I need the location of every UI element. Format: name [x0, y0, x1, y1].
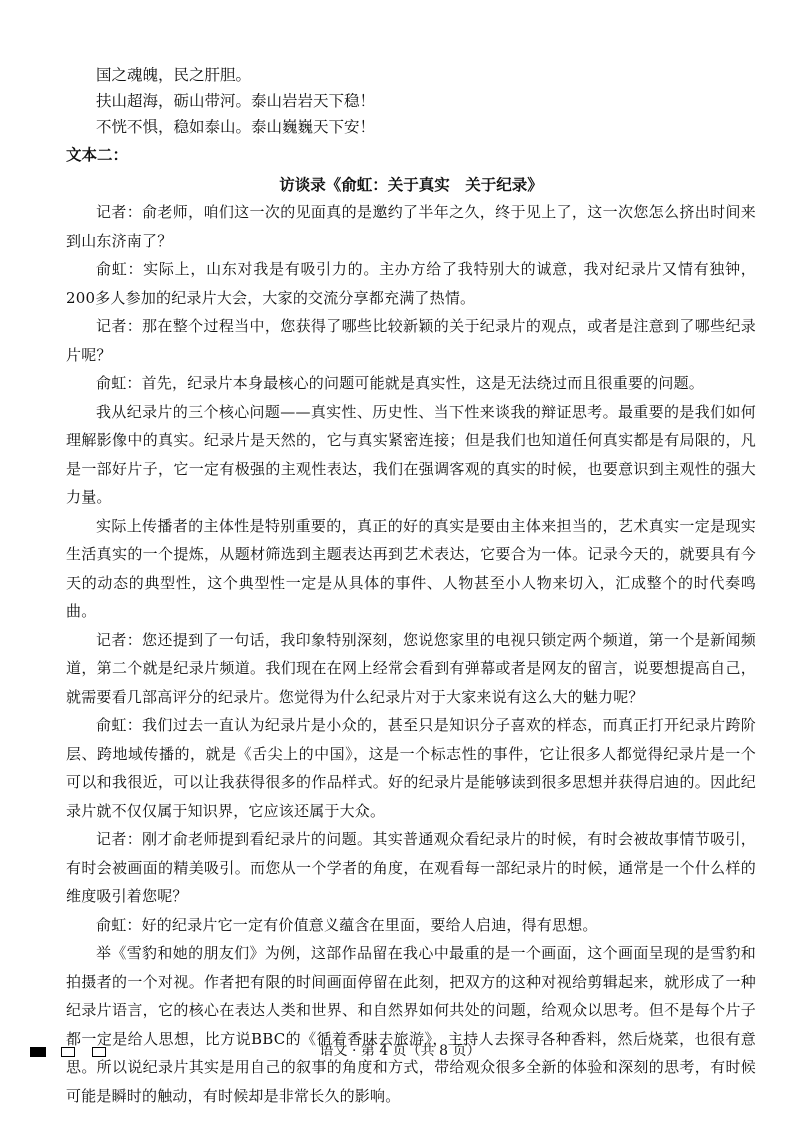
page-content — [66, 62, 756, 1110]
page-number: 语文 · 第 4 页（共 8 页） — [319, 1043, 481, 1059]
paragraph: 记者：俞老师，咱们这一次的见面真的是邀约了半年之久，终于见上了，这一次您怎么挤出时间来到山东济南了？ — [66, 203, 756, 250]
paragraph: 俞虹：首先，纪录片本身最核心的问题可能就是真实性，这是无法绕过而且很重要的问题。 — [96, 374, 705, 392]
paragraph: 记者：那在整个过程当中，您获得了哪些比较新颖的关于纪录片的观点，或者是注意到了哪些纪录片呢？ — [66, 317, 756, 364]
poem-line-2: 扶山超海，砺山带河。泰山岩岩天下稳！ — [96, 92, 376, 110]
paragraph: 实际上传播者的主体性是特别重要的，真正的好的真实是要由主体来担当的，艺术真实一定是现实生活真实的一个提炼，从题材筛选到主题表达再到艺术表达，它要合为一体。记录今天的，就要具有今天的动态的典型性，这个典型性一定是从具体的事件、人物甚至小人物来切入，汇成整个的时代奏鸣曲。 — [66, 516, 756, 620]
paragraph: 俞虹：好的纪录片它一定有价值意义蕴含在里面，要给人启迪，得有思想。 — [96, 915, 598, 934]
paragraph: 我从纪录片的三个核心问题——真实性、历史性、当下性来谈我的辩证思考。最重要的是我们如何理解影像中的真实。纪录片是天然的，它与真实紧密连接；但是我们也知道任何真实都是有局限的，凡是一部好片子，它一定有极强的主观性表达，我们在强调客观的真实的时候，也要意识到主观性的强大力量。 — [66, 402, 756, 506]
poem-line-3: 不恍不惧，稳如泰山。泰山巍巍天下安！ — [96, 118, 376, 136]
article-title: 访谈录《俞虹：关于真实 关于纪录》 — [279, 175, 543, 194]
paragraph: 记者：刚才俞老师提到看纪录片的问题。其实普通观众看纪录片的时候，有时会被故事情节吸引，有时会被画面的精美吸引。而您从一个学者的角度，在观看每一部纪录片的时候，通常是一个什么样的维度吸引着您呢？ — [66, 830, 756, 905]
poem-line-1: 国之魂魄，民之肝胆。 — [96, 66, 252, 84]
paragraph: 举《雪豹和她的朋友们》为例，这部作品留在我心中最重的是一个画面，这个画面呈现的是雪豹和拍摄者的一个对视。作者把有限的时间画面停留在此刻，把双方的这种对视给剪辑起来，就形成了一种纪录片语言，它的核心在表达人类和世界、和自然界如何共处的问题，给观众以思考。但不是每个片子都一定是给人思想，比方说BBC的《循着香味去旅游》，主持人去探寻各种香料，然后烧菜，也很有意思。所以说纪录片其实是用自己的叙事的角度和方式，带给观众很多全新的体验和深刻的思考，有时候可能是瞬时的触动，有时候却是非常长久的影响。 — [66, 944, 756, 1105]
paragraph: 俞虹：实际上，山东对我是有吸引力的。主办方给了我特别大的诚意，我对纪录片又情有独钟，200多人参加的纪录片大会，大家的交流分享都充满了热情。 — [66, 260, 756, 307]
section-label: 文本二： — [66, 145, 129, 164]
paragraph: 记者：您还提到了一句话，我印象特别深刻，您说您家里的电视只锁定两个频道，第一个是新闻频道，第二个就是纪录片频道。我们现在在网上经常会看到有弹幕或者是网友的留言，说要想提高自己，就需要看几部高评分的纪录片。您觉得为什么纪录片对于大家来说有这么大的魅力呢？ — [66, 630, 756, 706]
paragraph: 俞虹：我们过去一直认为纪录片是小众的，甚至只是知识分子喜欢的样态，而真正打开纪录片跨阶层、跨地域传播的，就是《舌尖上的中国》，这是一个标志性的事件，它让很多人都觉得纪录片是一个可以和我很近，可以让我获得很多的作品样式。好的纪录片是能够读到很多思想并获得启迪的。因此纪录片就不仅仅属于知识界，它应该还属于大众。 — [66, 716, 756, 820]
